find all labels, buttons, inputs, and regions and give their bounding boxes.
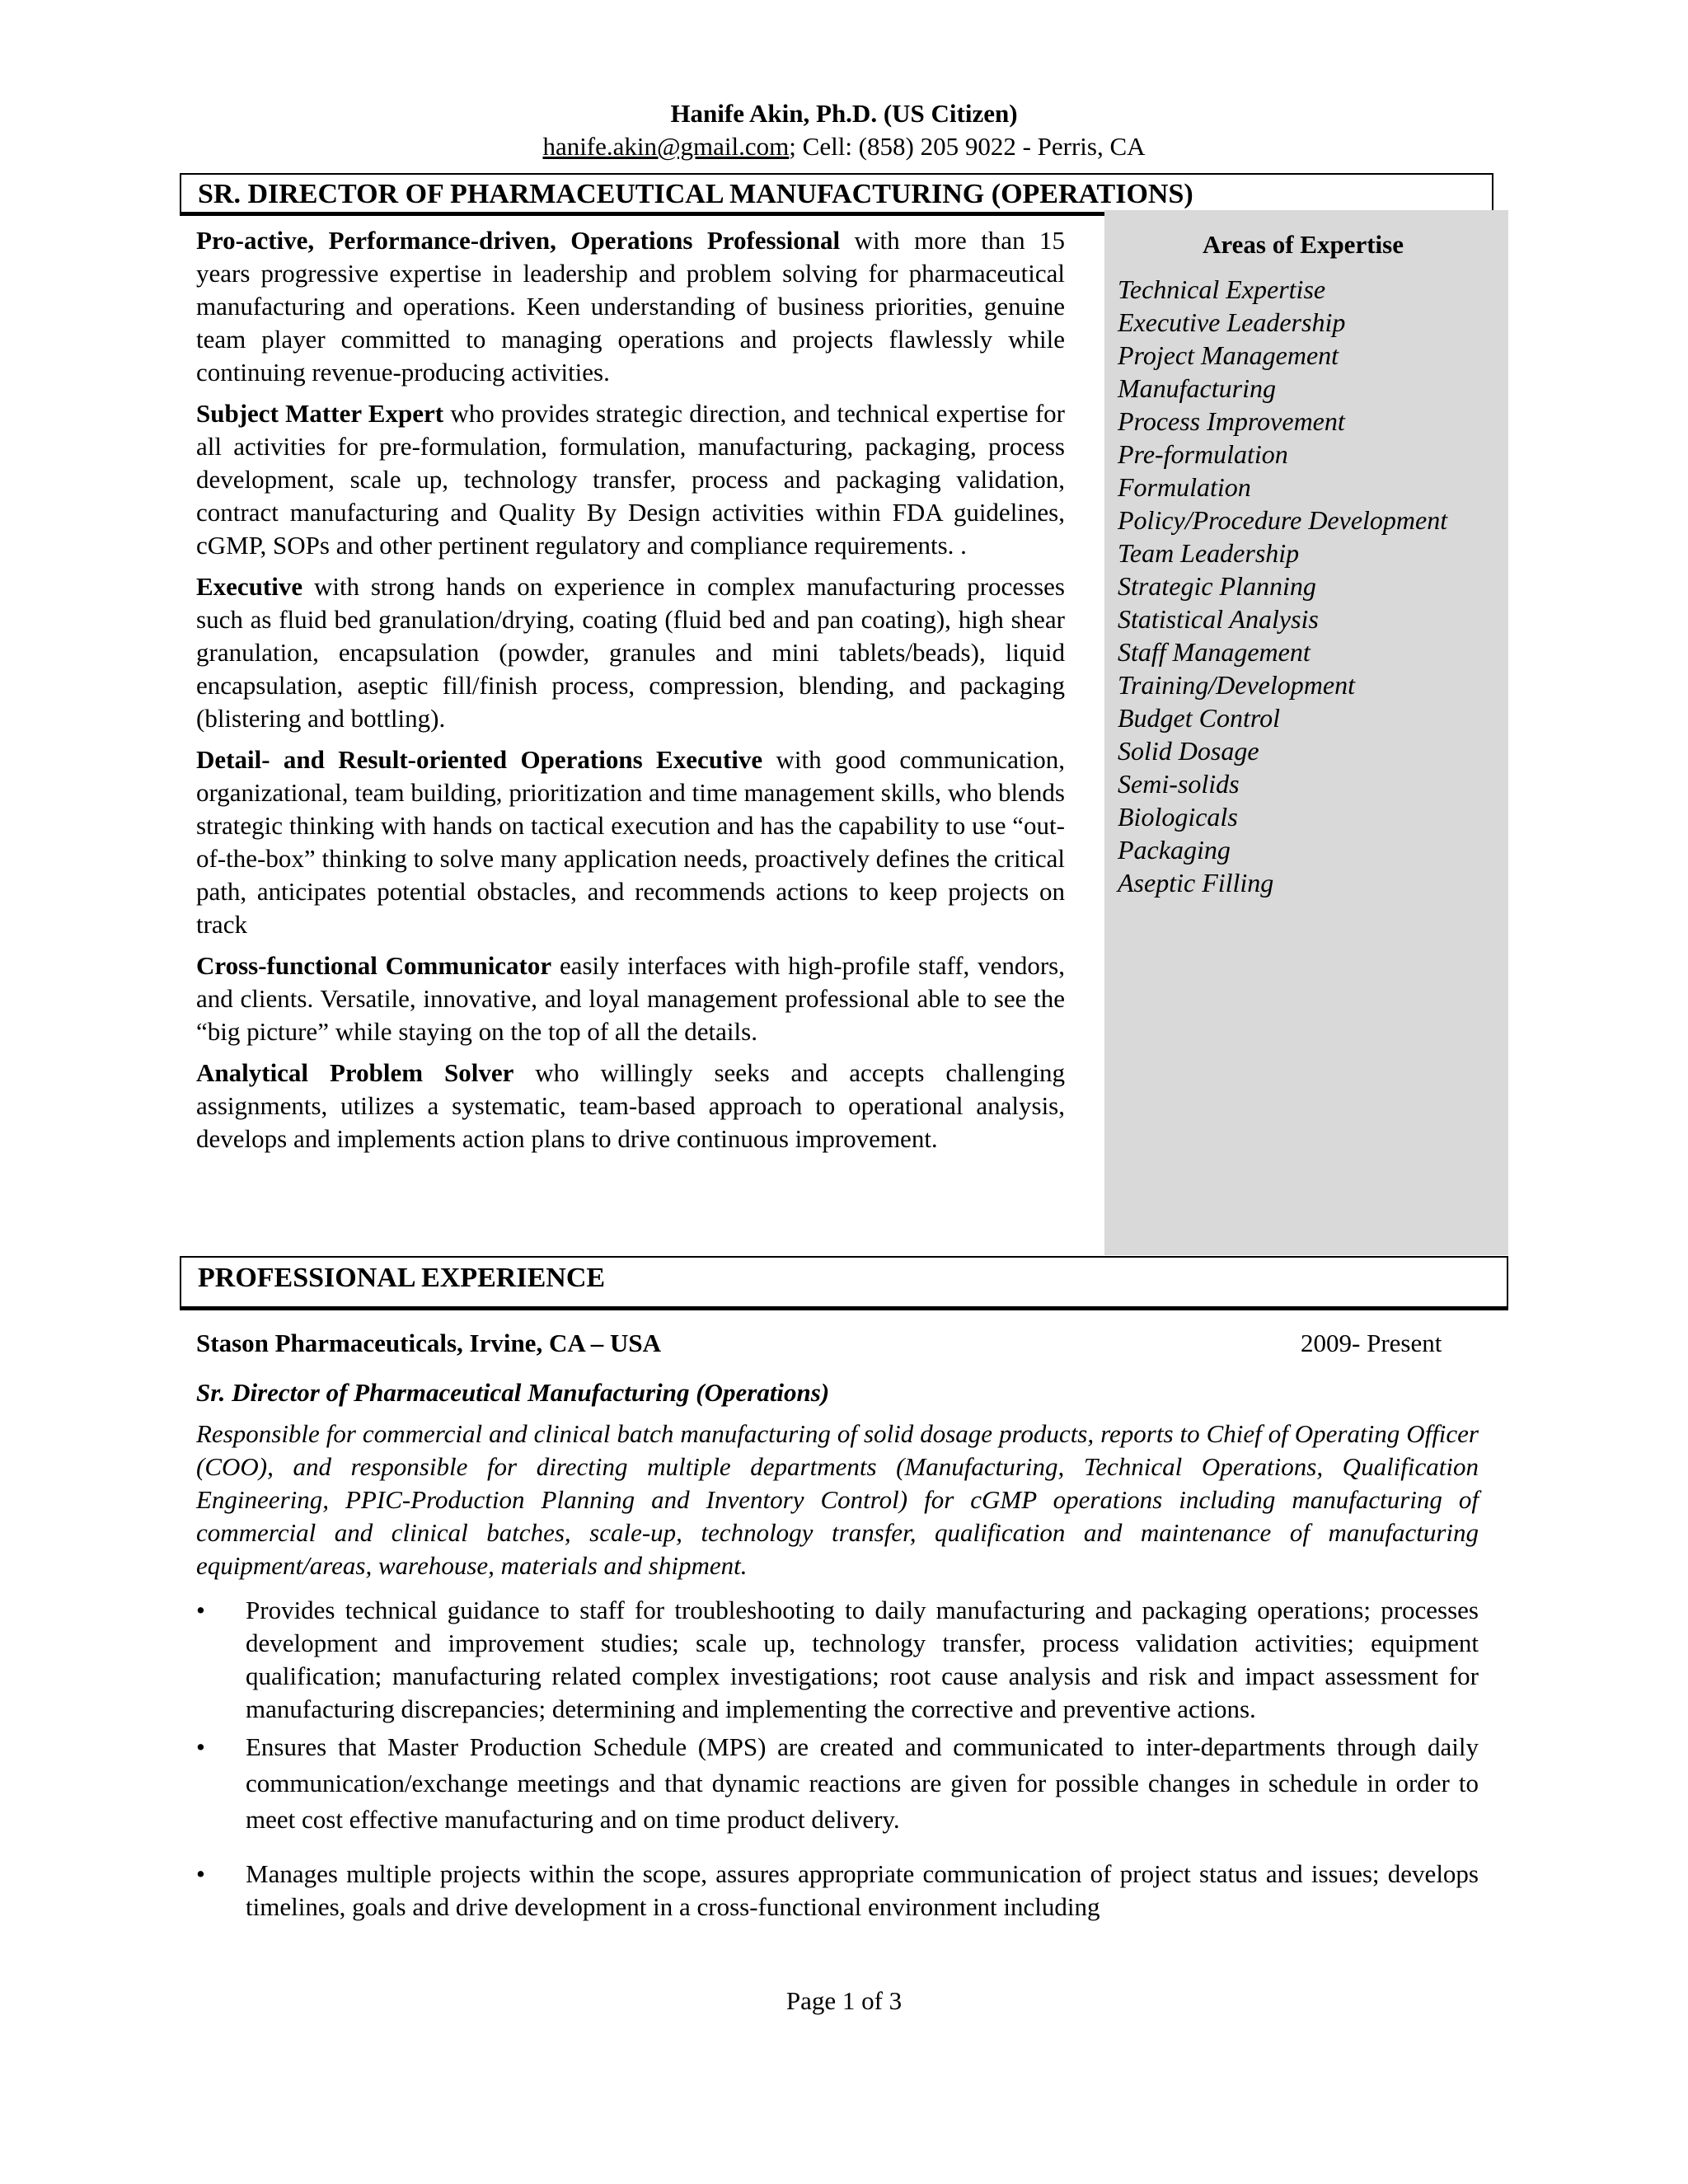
employment-dates: 2009- Present: [1301, 1329, 1442, 1357]
expertise-item: Training/Development: [1118, 670, 1355, 700]
summary-lead: Subject Matter Expert: [196, 399, 444, 428]
responsibility-text: Ensures that Master Production Schedule (MPS) are created and communicated to inter-departments through daily communication/exchange meetings and that dynamic reactions are given for possible changes in schedule in order to meet cost effective manufacturing and on time product delivery.: [246, 1732, 1479, 1834]
summary-lead: Cross-functional Communicator: [196, 951, 552, 980]
headline-bar: SR. DIRECTOR OF PHARMACEUTICAL MANUFACTURING (OPERATIONS): [180, 173, 1493, 216]
responsibility-item: [196, 1594, 1479, 1726]
email-link[interactable]: hanife.akin@gmail.com: [542, 132, 790, 161]
expertise-item: Staff Management: [1118, 637, 1311, 667]
responsibility-text: Provides technical guidance to staff for troubleshooting to daily manufacturing and packaging operations; processes development and improvement studies; scale up, technology transfer, process validation activities; equipment qualification; manufacturing related complex investigations; root cause analysis and risk and impact assessment for manufacturing discrepancies; determining and implementing the corrective and preventive actions.: [246, 1596, 1479, 1723]
expertise-item: Technical Expertise: [1118, 274, 1326, 304]
expertise-item: Semi-solids: [1118, 769, 1240, 799]
expertise-item: Packaging: [1118, 835, 1231, 865]
contact-details: ; Cell: (858) 205 9022 - Perris, CA: [789, 132, 1146, 161]
expertise-title: Areas of Expertise: [1203, 230, 1404, 259]
summary-paragraph: [196, 224, 1065, 389]
responsibility-item: [196, 1729, 1479, 1838]
bullet-icon: •: [196, 1732, 205, 1761]
expertise-item: Process Improvement: [1118, 406, 1345, 436]
page-number: Page 1 of 3: [785, 1986, 903, 2015]
summary-lead: Executive: [196, 572, 303, 601]
contact-line: [0, 132, 1688, 162]
expertise-item: Project Management: [1118, 340, 1339, 370]
summary-paragraph: [196, 570, 1065, 735]
summary-paragraph: [196, 1057, 1065, 1155]
expertise-item: Statistical Analysis: [1118, 604, 1319, 634]
expertise-item: Budget Control: [1118, 703, 1281, 733]
expertise-item: Manufacturing: [1118, 373, 1276, 403]
summary-text: who provides strategic direction, and technical expertise for all activities for pre-formulation, formulation, manufacturing, packaging, process development, scale up, technology transfer, process and packaging validation, contract manufacturing and Quality By Design activities within FDA guidelines, cGMP, SOPs and other pertinent regulatory and compliance requirements. .: [196, 399, 1065, 560]
summary-section: [196, 224, 1065, 1164]
expertise-item: Team Leadership: [1118, 538, 1300, 568]
expertise-item: Biologicals: [1118, 802, 1238, 832]
summary-paragraph: [196, 397, 1065, 562]
summary-text: with good communication, organizational, team building, prioritization and time management skills, who blends strategic thinking with hands on tactical execution and has the capability to use “out-of-the-box” thinking to solve many application needs, proactively defines the critical path, anticipates potential obstacles, and recommends actions to keep projects on track: [196, 745, 1065, 939]
expertise-item: Pre-formulation: [1118, 439, 1288, 469]
expertise-item: Formulation: [1118, 472, 1251, 502]
summary-lead: Analytical Problem Solver: [196, 1058, 514, 1087]
expertise-panel: [1104, 210, 1508, 1255]
job-description: Responsible for commercial and clinical batch manufacturing of solid dosage products, reports to Chief of Operating Officer (COO), and responsible for directing multiple departments (Manufacturing, Technical Operations, Qualification Engineering, PPIC-Production Planning and Inventory Control) for cGMP operations including manufacturing of commercial and clinical batches, scale-up, technology transfer, qualification and maintenance of manufacturing equipment/areas, warehouse, materials and shipment.: [196, 1419, 1479, 1580]
expertise-item: Aseptic Filling: [1118, 868, 1274, 898]
expertise-item: Policy/Procedure Development: [1118, 505, 1448, 535]
company-name: Stason Pharmaceuticals, Irvine, CA – USA: [196, 1329, 662, 1357]
candidate-name: Hanife Akin, Ph.D. (US Citizen): [670, 99, 1018, 128]
summary-text: who willingly seeks and accepts challenging assignments, utilizes a systematic, team-based approach to operational analysis, develops and implements action plans to drive continuous improvement.: [196, 1058, 1065, 1153]
responsibility-list: [196, 1594, 1479, 1924]
expertise-item: Strategic Planning: [1118, 571, 1316, 601]
bullet-icon: •: [196, 1596, 205, 1624]
expertise-item: Executive Leadership: [1118, 307, 1346, 337]
expertise-list: [1118, 273, 1508, 899]
summary-paragraph: [196, 743, 1065, 941]
summary-paragraph: [196, 949, 1065, 1048]
responsibility-text: Manages multiple projects within the scope, assures appropriate communication of project status and issues; develops timelines, goals and drive development in a cross-functional environment including: [246, 1859, 1479, 1921]
summary-text: easily interfaces with high-profile staff, vendors, and clients. Versatile, innovative, and loyal management professional able to see the “big picture” while staying on the top of all the details.: [196, 951, 1065, 1046]
summary-text: with more than 15 years progressive expertise in leadership and problem solving for pharmaceutical manufacturing and operations. Keen understanding of business priorities, genuine team player committed to managing operations and projects flawlessly while continuing revenue-producing activities.: [196, 226, 1065, 387]
job-title: Sr. Director of Pharmaceutical Manufacturing (Operations): [196, 1378, 830, 1407]
bullet-icon: •: [196, 1859, 205, 1888]
summary-lead: Pro-active, Performance-driven, Operations Professional: [196, 226, 841, 255]
experience-section-bar: PROFESSIONAL EXPERIENCE: [180, 1256, 1508, 1310]
summary-lead: Detail- and Result-oriented Operations Executive: [196, 745, 763, 774]
expertise-item: Solid Dosage: [1118, 736, 1259, 766]
summary-text: with strong hands on experience in complex manufacturing processes such as fluid bed granulation/drying, coating (fluid bed and pan coating), high shear granulation, encapsulation (powder, granules and mini tablets/beads), liquid encapsulation, aseptic fill/finish process, compression, blending, and packaging (blistering and bottling).: [196, 572, 1065, 733]
responsibility-item: [196, 1858, 1479, 1924]
